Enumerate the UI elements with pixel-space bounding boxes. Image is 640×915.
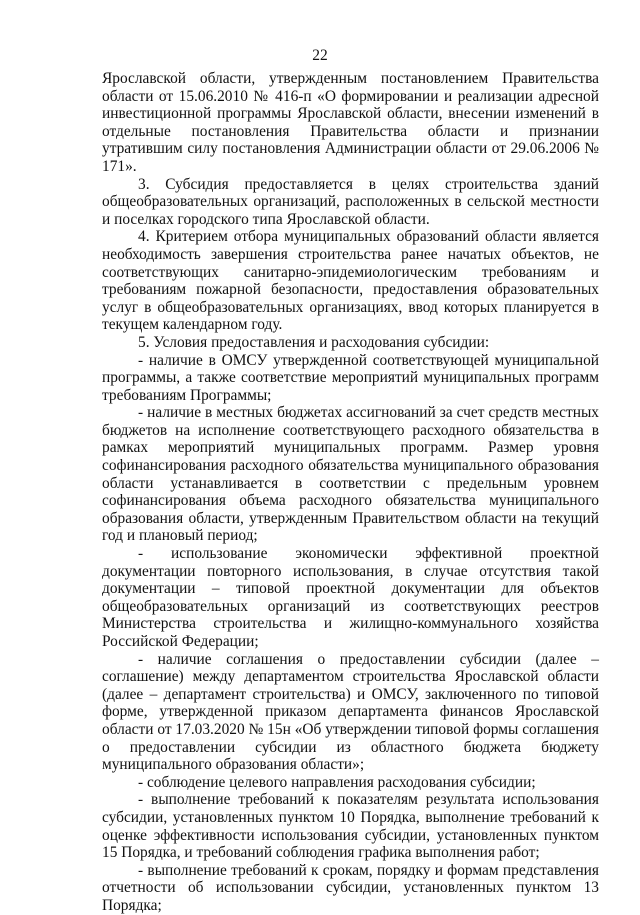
page-number: 22 — [312, 47, 328, 64]
paragraph-5-conditions-heading: 5. Условия предоставления и расходования субсидии: — [138, 333, 490, 351]
condition-item-agreement: - наличие соглашения о предоставлении субсидии (далее – соглашение) между департаментом строительства Ярославской области (далее – департамент строительства) и ОМСУ, заключенного по типовой форме, утвержденной приказом департамента финансов Ярославской области от 17.03.2020 № 15н «Об утверждении типовой формы соглашения о предоставлении субсидии из областного бюджета бюджету муниципального образования области»; — [102, 650, 599, 774]
condition-item-reporting: - выполнение требований к срокам, порядку и формам представления отчетности об использовании субсидии, установленных пунктом 13 Порядка; — [102, 861, 599, 914]
document-body — [102, 70, 599, 915]
paragraph-continuation: Ярославской области, утвержденным постановлением Правительства области от 15.06.2010 № 416-п «О формировании и реализации адресной инвестиционной программы Ярославской области, внесении изменений в отдельные постановления Правительства области и признании утратившим силу постановления Администрации области от 29.06.2006 № 171». — [102, 70, 599, 175]
paragraph-3-subsidy-purpose: 3. Субсидия предоставляется в целях строительства зданий общеобразовательных организаций, расположенных в сельской местности и поселках городского типа Ярославской области. — [102, 175, 599, 228]
condition-item-target-use: - соблюдение целевого направления расходования субсидии; — [138, 773, 536, 791]
paragraph-4-selection-criterion: 4. Критерием отбора муниципальных образований области является необходимость завершения строительства ранее начатых объектов, не соответствующих санитарно-эпидемиологическим требованиям и требованиям пожарной безопасности, предоставления образовательных услуг в общеобразовательных организациях, ввод которых планируется в текущем календарном году. — [102, 228, 599, 334]
condition-item-project-documentation: - использование экономически эффективной проектной документации повторного использования, в случае отсутствия такой документации – типовой проектной документации для объектов общеобразовательных организаций из соответствующих реестров Министерства строительства и жилищно-коммунального хозяйства Российской Федерации; — [102, 545, 599, 650]
condition-item-municipal-program: - наличие в ОМСУ утвержденной соответствующей муниципальной программы, а также соответствие мероприятий муниципальных программ требованиям Программы; — [102, 351, 599, 404]
condition-item-result-indicators: - выполнение требований к показателям результата использования субсидии, установленных пунктом 10 Порядка, выполнение требований к оценке эффективности использования субсидии, установленных пунктом 15 Порядка, и требований соблюдения графика выполнения работ; — [102, 791, 599, 862]
condition-item-local-budget: - наличие в местных бюджетах ассигнований за счет средств местных бюджетов на исполнение соответствующего расходного обязательства в рамках мероприятий муниципальных программ. Размер уровня софинансирования расходного обязательства муниципального образования области устанавливается в соответствии с предельным уровнем софинансирования объема расходного обязательства муниципального образования области, утвержденным Правительством области на текущий год и плановый период; — [102, 404, 599, 545]
